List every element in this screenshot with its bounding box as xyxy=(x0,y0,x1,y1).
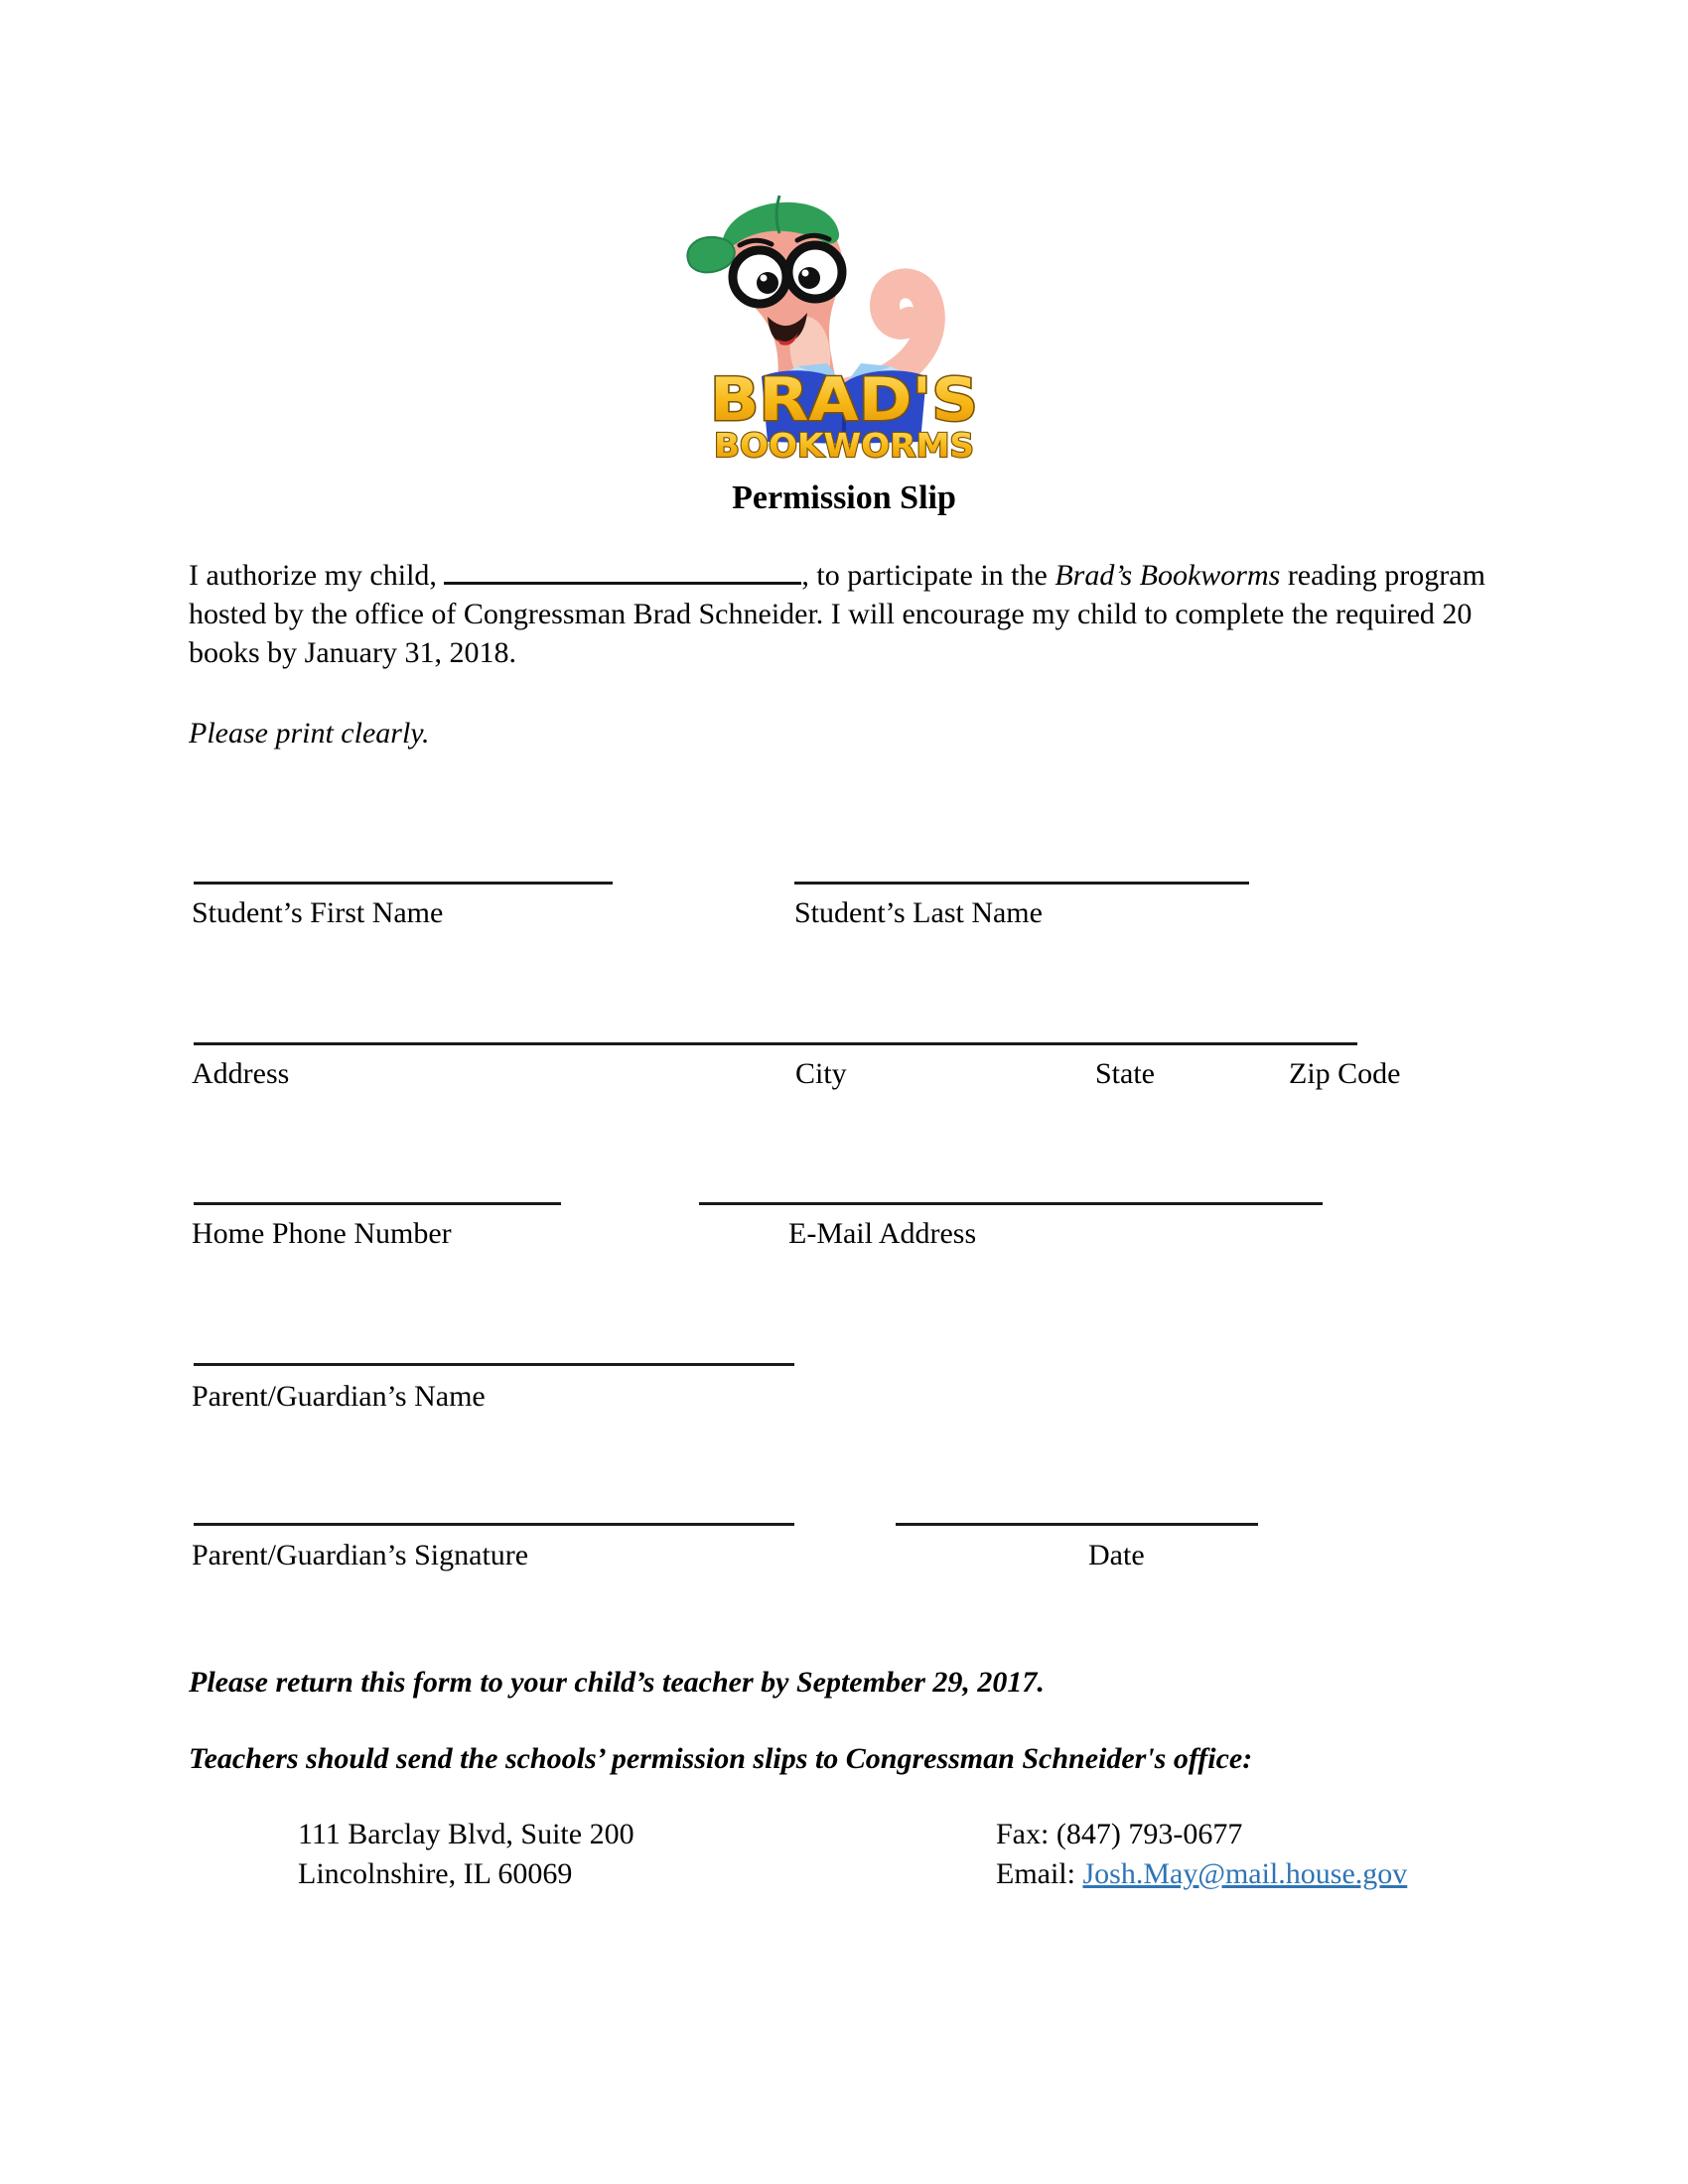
first-name-line xyxy=(194,882,613,885)
intro-paragraph xyxy=(189,556,1519,672)
worm-mascot-icon xyxy=(680,182,1008,470)
state-label: State xyxy=(1095,1057,1155,1090)
intro-text-2: , to participate in the xyxy=(801,559,1055,592)
return-note: Please return this form to your child’s teacher by September 29, 2017. xyxy=(189,1666,1045,1699)
pupil-left xyxy=(757,272,778,294)
office-address-line1: 111 Barclay Blvd, Suite 200 xyxy=(298,1818,634,1850)
brand-text-bookworms: BOOKWORMS xyxy=(714,426,974,465)
email-line xyxy=(699,1202,1323,1205)
address-label: Address xyxy=(192,1057,290,1090)
phone-line xyxy=(194,1202,561,1205)
office-address-line2: Lincolnshire, IL 60069 xyxy=(298,1857,573,1890)
date-label: Date xyxy=(1088,1539,1145,1571)
office-address-block xyxy=(298,1815,634,1894)
first-name-label: Student’s First Name xyxy=(192,896,444,929)
program-name-italic: Brad’s Bookworms xyxy=(1055,559,1281,592)
office-email-label: Email: xyxy=(996,1857,1083,1890)
phone-label: Home Phone Number xyxy=(192,1217,452,1250)
print-clearly-note: Please print clearly. xyxy=(189,717,430,750)
last-name-line xyxy=(794,882,1249,885)
intro-text-1: I authorize my child, xyxy=(189,559,445,592)
fax-row xyxy=(996,1815,1407,1854)
email-row xyxy=(996,1854,1407,1894)
signature-line xyxy=(194,1523,794,1526)
address-line xyxy=(194,1042,1357,1045)
pupil-left-glint xyxy=(761,275,768,282)
last-name-label: Student’s Last Name xyxy=(794,896,1043,929)
parent-name-label: Parent/Guardian’s Name xyxy=(192,1380,486,1413)
teacher-note: Teachers should send the schools’ permission slips to Congressman Schneider's office: xyxy=(189,1742,1253,1775)
cap-brim xyxy=(687,237,734,272)
page-title: Permission Slip xyxy=(732,479,956,516)
date-line xyxy=(896,1523,1258,1526)
zip-code-label: Zip Code xyxy=(1289,1057,1401,1090)
pupil-right-glint xyxy=(802,270,809,277)
brads-bookworms-logo xyxy=(680,182,1008,470)
brand-text-brads: BRAD'S xyxy=(710,365,978,435)
pupil-right xyxy=(798,267,820,289)
child-name-blank-line xyxy=(444,572,801,585)
fax-label: Fax: xyxy=(996,1818,1056,1850)
signature-label: Parent/Guardian’s Signature xyxy=(192,1539,529,1571)
office-contact-block xyxy=(996,1815,1407,1894)
city-label: City xyxy=(795,1057,847,1090)
fax-number: (847) 793-0677 xyxy=(1055,1818,1243,1850)
parent-name-line xyxy=(194,1363,794,1366)
email-link[interactable]: Josh.May@mail.house.gov xyxy=(1082,1857,1408,1890)
email-label: E-Mail Address xyxy=(788,1217,977,1250)
intro-text-3: reading program hosted by the office of Congressman Brad Schneider. I will encourage my child to complete the required 20 books by January 31, 2018. xyxy=(189,559,1485,669)
